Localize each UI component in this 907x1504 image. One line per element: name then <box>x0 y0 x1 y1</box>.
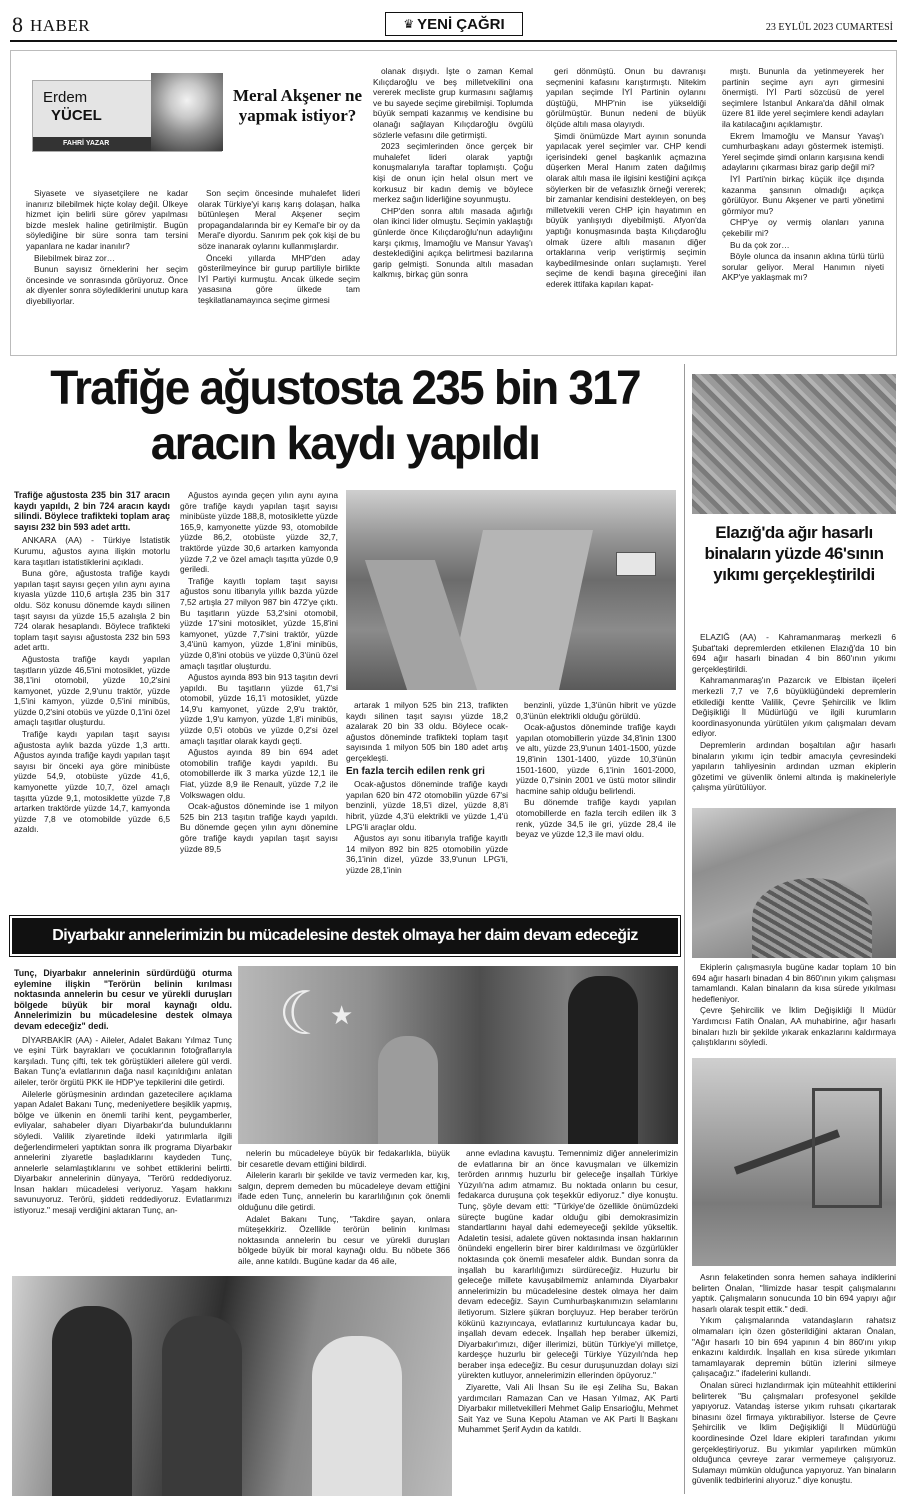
author-last-name: YÜCEL <box>51 107 102 124</box>
paragraph: CHP'ye oy vermiş olanları yanına çekebilir mi? <box>722 217 884 238</box>
paragraph: Ağustos ayında 893 bin 913 taşıtın devri yapıldı. Bu taşıtların yüzde 61,7'si otomobil, yüzde 16,1'i motosiklet, yüzde 14,9'u kamyonet, yüzde 2,9'u traktör, yüzde 1,9'u kamyon, yüzde 1,8'i minibüs, yüzde 0,5'i otobüs ve yüzde 0,2'si özel amaçlı taşıtlar olarak kaydı geçti. <box>180 672 338 746</box>
minister-mothers-photo <box>12 1276 452 1496</box>
paragraph: Bunun sayısız örneklerini her seçim öncesinde ve sonrasında görüyoruz. Önce ak diyenler sonra söylediklerini unutup kara diyebiliyorlar. <box>26 264 188 306</box>
column-col2 <box>198 188 360 307</box>
column-col1 <box>26 188 188 308</box>
paragraph: Ocak-ağustos döneminde trafiğe kaydı yapılan otomobillerin yüzde 34,8'inin 1300 ve altı, yüzde 23,9'unun 1401-1500, yüzde 19,8'inin 1301-1400, yüzde 10,3'ünün 1501-1600, yüzde 6,1'inin 1601-2000, yüzde 0,7'sinin 2001 ve üstü motor silindir hacmine sahip olduğu belirlendi. <box>516 722 676 796</box>
person-silhouette <box>568 976 638 1144</box>
diyarbakir-headline: Diyarbakır annelerimizin bu mücadelesine destek olmaya her daim devam edeceğiz <box>52 927 638 944</box>
column-title: Meral Akşener ne yapmak istiyor? <box>232 86 363 125</box>
paragraph: Adalet Bakanı Tunç, "Takdire şayan, onlara müteşekkiriz. Özellikle terörün belinin kırılması noktasında annelerin bu cesur ve yürekli duruşları bölgede büyük bir moral kaynağı oldu. Bu nöbete 366 aile, anne katıldı. Bugüne kadar da 46 aile, <box>238 1213 450 1266</box>
traffic-col1 <box>14 490 170 836</box>
elazig-col3 <box>692 1272 896 1487</box>
paragraph: 2023 seçimlerinden önce gerçek bir muhalefet lideri olarak yaptığı konuşmalarıyla taraftar toplamıştı. Çoğu kişi de onun için helal olsun mert ve korkusuz bir kadın demiş ve böylece merkez sağın liderliğine soyunmuştu. <box>373 141 533 205</box>
diyarbakir-col2 <box>238 1148 450 1268</box>
author-first-name: Erdem <box>43 89 88 106</box>
column-col3 <box>373 66 533 281</box>
traffic-headline-line1: Trafiğe ağustosta 235 bin 317 <box>50 359 640 415</box>
flag-crescent-icon: ☾ <box>278 980 332 1047</box>
paragraph: Ağustos ayında 89 bin 694 adet otomobilin trafiğe kaydı yapıldı. Bu otomobillerde ilk 3 marka yüzde 12,1 ile Fiat, yüzde 8,9 ile Renault, yüzde 7,2 ile Volkswagen oldu. <box>180 747 338 800</box>
paragraph: Önceki yıllarda MHP'den aday gösterilmeyince bir gurup partiliyle birlikte İYİ Partiyi kurmuştu. Ancak ülkede seçim yasasına göre ülkede tam teşkilatlanamayınca seçime girmesi <box>198 252 360 305</box>
flag-protest-photo <box>238 966 678 1144</box>
road-lane <box>365 560 477 690</box>
paragraph: Bilebilmek biraz zor… <box>34 252 115 263</box>
paragraph: benzinli, yüzde 1,3'ünün hibrit ve yüzde 0,3'ünün elektrikli olduğu görüldü. <box>516 700 676 721</box>
paragraph: Siyasete ve siyasetçilere ne kadar inanırız bilebilmek hiçte kolay değil. Ülkeye hizmet için belirli süre görev yapılması bizde meslek haline getirilmiştir. Bugün söylediğine bir süre sonra tam tersini yapanlara ne kadar inanılır? <box>26 188 188 251</box>
billboard <box>616 552 656 576</box>
paragraph: anne evladına kavuştu. Temennimiz diğer annelerimizin de evlatlarına bir an önce kavuşmaları ve ülkemizin terörden arınmış huzurlu bir geleceğe inşallah Türkiye Yüzyılı'na adım atmamız. Bu noktada onların bu cesur, fedakarca duruşuna çok teşekkür ediyoruz." diye konuştu. Tunç, şöyle devam etti: "Türkiye'de özellikle önümüzdeki süreçte bugüne kadar olduğu gibi demokrasimizin standartlarını hayal dahi edemeyeceği şekilde yükseltik. Adaletin tesisi, adalete güven noktasında insan haklarının önündeki engellerin birer birer kaldırılması ve özgürlükler noktasında çok önemli mesafeler aldık. Bundan sonra da inşallah bu kararlılığımızı sürdüreceğiz. Huzurlu bir geleceğe millete kavuşabilmemiz anlamında Diyarbakır annelerimizin bu mücadelesine destek olmaya her daim devam edeceğiz. Sayın Cumhurbaşkanımızın selamlarını iletiyorum. Sizlere şükran borçluyuz. Hep beraber terörün kökünü kazıyıncaya, evlatlarınız kurtuluncaya kadar bu, inşallah devam edecek. İnşallah hep beraber ülkemizi, Diyarbakır'ımızı, diğer illerimizi, bütün Türkiye'yi milletçe, kardeşçe huzurlu bir geleceği Türkiye Yüzyılı'nda hep beraber inşa edeceğiz. Bu cesur duruşunuzdan dolayı sizi yürekten kutluyor, annelerimizin ellerinden öpüyoruz." <box>458 1148 678 1381</box>
author-avatar <box>151 73 223 151</box>
diyarbakir-col1 <box>14 968 232 1217</box>
demolition-machine-photo <box>692 1058 896 1266</box>
paragraph: CHP'den sonra altılı masada ağırlığı olan ikinci lider olmuştu. Seçimin yaklaştığı günlerde önce Kılıçdaroğlu'nun adaylığını karşı çıkmış, İmamoğlu ve Mansur Yavaş'ı desteklediğini açıkça belirtmesi bazılarına garip gelmişti. Sonunda altılı masadan kalkmış, birkaç gün sonra <box>373 205 533 280</box>
paragraph: Trafiğe kayıtlı toplam taşıt sayısı ağustos sonu itibarıyla yıllık bazda yüzde 7,52 artışla 27 milyon 987 bin 472'ye çıktı. Bu taşıtların yüzde 53,2'sini otomobil, yüzde 17'sini motosiklet, yüzde 15,8'ini kamyonet, yüzde 7,7'sini traktör, yüzde 3,4'ünü kamyon, yüzde 1,8'ini minibüs, yüzde 0,8'ini otobüs ve yüzde 0,3'ünü özel amaçlı taşıtlar oluşturdu. <box>180 575 338 671</box>
page-date: 23 EYLÜL 2023 CUMARTESİ <box>765 22 893 33</box>
section-title: HABER <box>30 16 91 35</box>
diyarbakir-headline-bar <box>10 916 680 956</box>
aerial-city-photo <box>692 374 896 514</box>
person-silhouette <box>52 1306 132 1496</box>
paragraph: mıştı. Bununla da yetinmeyerek her partinin seçime ayrı ayrı girmesini önermişti. İYİ Parti sözcüsü de yerel seçimlere İstanbul Ankara'da dâhil olmak üzere 81 ilde yerel seçimlere kendi adayları ila katılacağını açıklamıştır. <box>722 66 884 129</box>
elazig-col1 <box>692 632 896 794</box>
paragraph: Kahramanmaraş'ın Pazarcık ve Elbistan ilçeleri merkezli 7,7 ve 7,6 büyüklüğündeki depremlerin etkilediği kentte Valilik, Çevre Şehircilik ve İklim Değişikliği İl Müdürlüğü ve ilgili kurumların koordinasyonunda yürütülen yıkım çalışmaları devam ediyor. <box>692 675 896 739</box>
traffic-col4 <box>516 700 676 841</box>
paragraph: Ocak-ağustos döneminde ise 1 milyon 525 bin 213 taşıtın trafiğe kaydı yapıldı. Bu dönemde geçen yılın aynı dönemine göre trafiğe kaydı yapılan taşıt sayısı yüzde 89,5 <box>180 801 338 854</box>
paragraph: Bu da çok zor… <box>730 239 790 250</box>
paragraph: Ekiplerin çalışmasıyla bugüne kadar toplam 10 bin 694 ağır hasarlı binadan 4 bin 860'ının yıkım çalışması tamamlandı. Kalan binaların da kısa sürede yıkılması hedefleniyor. <box>692 962 896 1004</box>
paragraph: Ağustos ayı sonu itibarıyla trafiğe kayıtlı 14 milyon 892 bin 825 otomobilin yüzde 36,1'inin dizel, yüzde 33,9'unun LPG'li, yüzde 28,1'inin <box>346 833 508 875</box>
road-lane <box>449 530 593 690</box>
paragraph: DİYARBAKİR (AA) - Aileler, Adalet Bakanı Yılmaz Tunç ve eşini Türk bayrakları ve çocuklarının fotoğraflarıyla karşıladı. Tunç çifti, tek tek görüştükleri ailelere gül verdi. Bakan Tunç'a evlatlarının dağa nasıl kaçırıldığını anlatan aileler, terör örgütü PKK ile HDP'ye tepkilerini dile getirdi. <box>14 1034 232 1087</box>
building-frame <box>812 1088 882 1208</box>
paragraph: geri dönmüştü. Onun bu davranışı seçmenini kafasını karıştırmıştı. Nitekim yapılan seçimde İYİ Partinin oylarını düştüğü, MHP'nin ise yükseldiği görülmüştür. Bunun nedeni de büyük ölçüde altılı masa olayıydı. <box>546 66 706 129</box>
traffic-col2 <box>180 490 338 855</box>
elazig-headline: Elazığ'da ağır hasarlı binaların yüzde 46'sının yıkımı gerçekleştirildi <box>704 523 884 584</box>
paragraph: İYİ Parti'nin birkaç küçük ilçe dışında kazanma şansının olmadığı açıkça görülüyor. Bunu Akşener ve parti yönetimi görmiyor mu? <box>722 173 884 216</box>
paragraph: Ekrem İmamoğlu ve Mansur Yavaş'ı cumhurbaşkanı adayı göstermek istemişti. Yerel seçimde şimdi onların karşısına kendi adaylarını çıkarması biraz garip değil mi? <box>722 130 884 173</box>
paragraph: Yıkım çalışmalarında vatandaşların rahatsız olmamaları için özen gösterildiğini aktaran Önalan, "Ağır hasarlı 10 bin 694 yapının 4 bin 860'ını yıkıp enkazını kaldırdık. İnşallah en kısa sürede yıkımları tamamlayarak depremin bütün izlerini silmeye çalışacağız." ifadelerini kullandı. <box>692 1315 896 1379</box>
demolition-site-photo <box>692 808 896 958</box>
paragraph: Ailelerle görüşmesinin ardından gazetecilere açıklama yapan Adalet Bakanı Tunç, medeniyetlere beşiklik yapmış, bölge ve ülkenin en önemli tarihi kent, peygamberler, evliyalar, sahabeler diyarı Diyarbakır'da bulunduklarını söyledi. Valilik ziyaretinde ildeki yatırımlarla ilgili değerlendirmeleri yaptıktan sonra ilk programa Diyarbakır annelerini ziyaretle başladıklarını kaydeden Tunç, annelerle selamlaştıklarını ve sohbet ettiklerini belirtti. Diyarbakır annelerinin dünyaya, "Terörü reddediyoruz. İnsan hakları mücadelesi veriyoruz. Yaşam hakkını savunuyoruz. Terörü, şiddeti reddediyoruz. Evlatlarımızı istiyoruz." mesaji verdiğini aktaran Tunç, an- <box>14 1088 232 1216</box>
paragraph: Önalan süreci hızlandırmak için müteahhit ettiklerini belirterek "Bu çalışmaları profesyonel şekilde yapıyoruz. Vatandaş isterse yıkım ruhsatı çıkartarak binasını özel firmaya yıktırabiliyor. İsterse de Çevre Şehircilik ve İklim Değişikliği İl Müdürlüğü koordinesinde Özel İdare ekipleri tarafından yıkımı gerçekleştiriyoruz. Bu yıkımlar yapılırken mümkün olduğunca çevreye zarar vermemeye çalışıyoruz. Sulamayı mümkün olduğunca yapıyoruz. Yan binaların güvenlik tedbirlerini alıyoruz." diye konuştu. <box>692 1379 896 1486</box>
traffic-headline-line2: aracın kaydı yapıldı <box>150 417 540 469</box>
paragraph: Asrın felaketinden sonra hemen sahaya indiklerini belirten Önalan, "İlimizde hasar tespit çalışmalarını yaptık. Çalışmaların sonucunda 10 bin 694 yapıyı ağır hasarlı olarak tespit ettik." dedi. <box>692 1272 896 1314</box>
paragraph: Son seçim öncesinde muhalefet lideri olarak Türkiye'yi karış karış dolaşan, halka bütünleşen Meral Akşener seçim propagandalarında bir ey Kemal'e bir oy da Meral'e diyordu. Sanırım pek çok kişi de bu söze inanarak oylarını kullanmışlardır. <box>198 188 360 251</box>
traffic-lead: Trafiğe ağustosta 235 bin 317 aracın kaydı yapıldı, 2 bin 724 aracın kaydı silindi. Böylece trafikteki toplam araç sayısı 232 bin 593 adet arttı. <box>14 490 170 532</box>
column-col4 <box>546 66 706 290</box>
paragraph: Çevre Şehircilik ve İklim Değişikliği İl Müdür Yardımcısı Fatih Önalan, AA muhabirine, ağır hasarlı binaları hızlı bir şekilde yıkarak enkazlarını kaldırmaya çalıştıklarını söyledi. <box>692 1005 896 1048</box>
paragraph: olanak dışıydı. İşte o zaman Kemal Kılıçdaroğlu ve beş milletvekilini ona vererek mecliste grup kurmasını sağlamış ve bu sayede seçime girebilmişi. Toplumda büyük sempati kazanmış ve kendisine bu olanağı sağlayan Kılıçdaroğlu övgülü sözlerle vefasını dile getirmişti. <box>373 66 533 140</box>
paragraph: artarak 1 milyon 525 bin 213, trafikten kaydı silinen taşıt sayısı yüzde 18,2 azalarak 20 bin 33 oldu. Böylece ocak-ağustos döneminde trafikteki toplam taşıt sayısında 1 milyon 505 bin 180 adet artış gerçekleşti. <box>346 700 508 763</box>
logo-flame-icon: ♛ <box>403 17 415 31</box>
person-silhouette <box>378 1036 438 1144</box>
paragraph: Ailelerin kararlı bir şekilde ve taviz vermeden kar, kış, salgın, deprem demeden bu mücadeleye devam ettiğini ifade eden Tunç, annelerin bu kararlılığının çok önemli olduğunu dile getirdi. <box>238 1170 450 1212</box>
person-silhouette <box>162 1316 242 1496</box>
paragraph: Trafiğe kaydı yapılan taşıt sayısı ağustosta aylık bazda yüzde 1,3 arttı. Ağustos ayında trafiğe kaydı yapılan taşıt sayısı bir önceki aya göre minibüste yüzde 54,9, otobüste yüzde 41,6, kamyonette yüzde 10,7, özel amaçlı taşıtta yüzde 9,1, motosiklette yüzde 7,8 artarken traktörde yüzde 14,7, kamyonda yüzde 7,8 ve otomobilde yüzde 6,5 azaldı. <box>14 729 170 835</box>
paragraph: nelerin bu mücadeleye büyük bir fedakarlıkla, büyük bir cesaretle devam ettiğini bildirdi. <box>238 1148 450 1169</box>
paragraph: Depremlerin ardından boşaltılan ağır hasarlı binaların yıkımı için tedbir amacıyla çevresindeki yapıların tahliyesinin ardından uzman ekiplerin gözetimi ve güvenlik önlemi altında iş makineleriyle çalışma yürütülüyor. <box>692 739 896 793</box>
paragraph: Böyle olunca da insanın aklına türlü türlü sorular geliyor. Meral Hanımın niyeti AKP'ye yaklaşmak mı? <box>722 251 884 283</box>
paragraph: Ziyarette, Vali Ali İhsan Su ile eşi Zeliha Su, Bakan yardımcıları Ramazan Can ve Hasan Yılmaz, AK Parti Diyarbakır milletvekilleri Mehmet Galip Ensarioğlu, Mehmet Sait Yaz ve Suna Kepolu Ataman ve AK Parti İl Başkanı Muhammet Şerif Aydın da katıldı. <box>458 1382 678 1435</box>
paragraph: ANKARA (AA) - Türkiye İstatistik Kurumu, ağustos ayına ilişkin motorlu kara taşıtları istatistiklerini açıkladı. <box>14 535 170 567</box>
author-card <box>32 80 222 152</box>
paragraph: Buna göre, ağustosta trafiğe kaydı yapılan taşıt sayısı geçen yılın aynı ayına kıyasla yüzde 110,6 artışla 235 bin 317 oldu. Söz konusu dönemde kaydı silinen taşıt sayısı da yüzde 15,5 azalışla 2 bin 724 olarak hesaplandı. Böylece trafikteki toplam taşıt sayısı ağustosta 232 bin 593 adet arttı. <box>14 568 170 653</box>
flag-star-icon: ★ <box>330 1000 354 1030</box>
highway-traffic-photo <box>346 490 676 690</box>
column-divider <box>684 364 685 1494</box>
paragraph: Ağustosta trafiğe kaydı yapılan taşıtların yüzde 46,5'ini motosiklet, yüzde 38,1'ini otomobil, yüzde 10,2'sini kamyonet, yüzde 2,9'unu traktör, yüzde 1,5'ini kamyon, yüzde 0,5'ini minibüs, yüzde 0,2'sini otobüs ve yüzde 0,1'ini özel amaçlı taşıtlar oluşturdu. <box>14 653 170 728</box>
traffic-col3 <box>346 700 508 877</box>
author-role-badge: FAHRİ YAZAR <box>33 137 153 151</box>
paragraph: Bu dönemde trafiğe kaydı yapılan otomobillerde en fazla tercih edilen ilk 3 renk, yüzde 34,5 ile gri, yüzde 28,4 ile beyaz ve yüzde 12,3 ile mavi oldu. <box>516 797 676 840</box>
column-col5 <box>722 66 884 284</box>
person-silhouette <box>312 1336 402 1496</box>
rubble-pile <box>752 878 872 958</box>
paragraph: ELAZIĞ (AA) - Kahramanmaraş merkezli 6 Şubat'taki depremlerden etkilenen Elazığ'da 10 bin 694 ağır hasarlı binadan 4 bin 860'ının yıkımı gerçekleştirildi. <box>692 632 896 674</box>
header-rule <box>10 40 897 42</box>
paragraph: Şimdi önümüzde Mart ayının sonunda yapılacak yerel seçimler var. CHP kendi içerisindeki genel başkanlık açmazına düşerken Meral Hanım zaten dağılmış olarak altılı masa ile ilgisini kestiğini açıkça söylerken bir de vefasızlık örneği vererek; bir zamanlar kendisini destekleyen, on beş milletvekili veren CHP için hayatımın en büyük yanlışıydı diyebilmişti. Afyon'da yaptığı konuşmasında başta Kılıçdaroğlu olmak üzere altılı masanın diğer ortaklarına verip veriştirmiş seçimin kaybedilmesinde onları suçlamıştı. Yerel seçime de kendi başına gireceğini ilan ederek ittifaka kapıları kapat- <box>546 130 706 289</box>
elazig-col2 <box>692 962 896 1049</box>
paragraph: Ocak-ağustos döneminde trafiğe kaydı yapılan 620 bin 472 otomobilin yüzde 67'si benzinli, yüzde 18,5'i dizel, yüzde 8,8'i hibrit, yüzde 4,3'ü elektrikli ve yüzde 1,4'ü LPG'li araçlar oldu. <box>346 779 508 832</box>
diyarbakir-lead: Tunç, Diyarbakır annelerinin sürdürdüğü oturma eylemine ilişkin "Terörün belinin kırılması noktasında annelerin bu cesur ve yürekli duruşları bölgede büyük bir moral kaynağı oldu. Annelerimizin bu mücadelesine destek olmaya devam edeceğiz" dedi. <box>14 968 232 1031</box>
diyarbakir-col3 <box>458 1148 678 1436</box>
paragraph: Ağustos ayında geçen yılın aynı ayına göre trafiğe kaydı yapılan taşıt sayısı minibüste yüzde 188,8, motosiklette yüzde 165,9, kamyonette yüzde 93, otomobilde yüzde 86,2, otobüste yüzde 32,7, traktörde yüzde 30,6 artarken kamyonda yüzde 7,2 ve özel amaçlı taşıtta yüzde 0,9 geriledi. <box>180 490 338 575</box>
traffic-subhead: En fazla tercih edilen renk gri <box>346 765 485 777</box>
page-number: 8 <box>12 12 23 37</box>
newspaper-logo: ♛ YENİ ÇAĞRI <box>385 12 523 36</box>
